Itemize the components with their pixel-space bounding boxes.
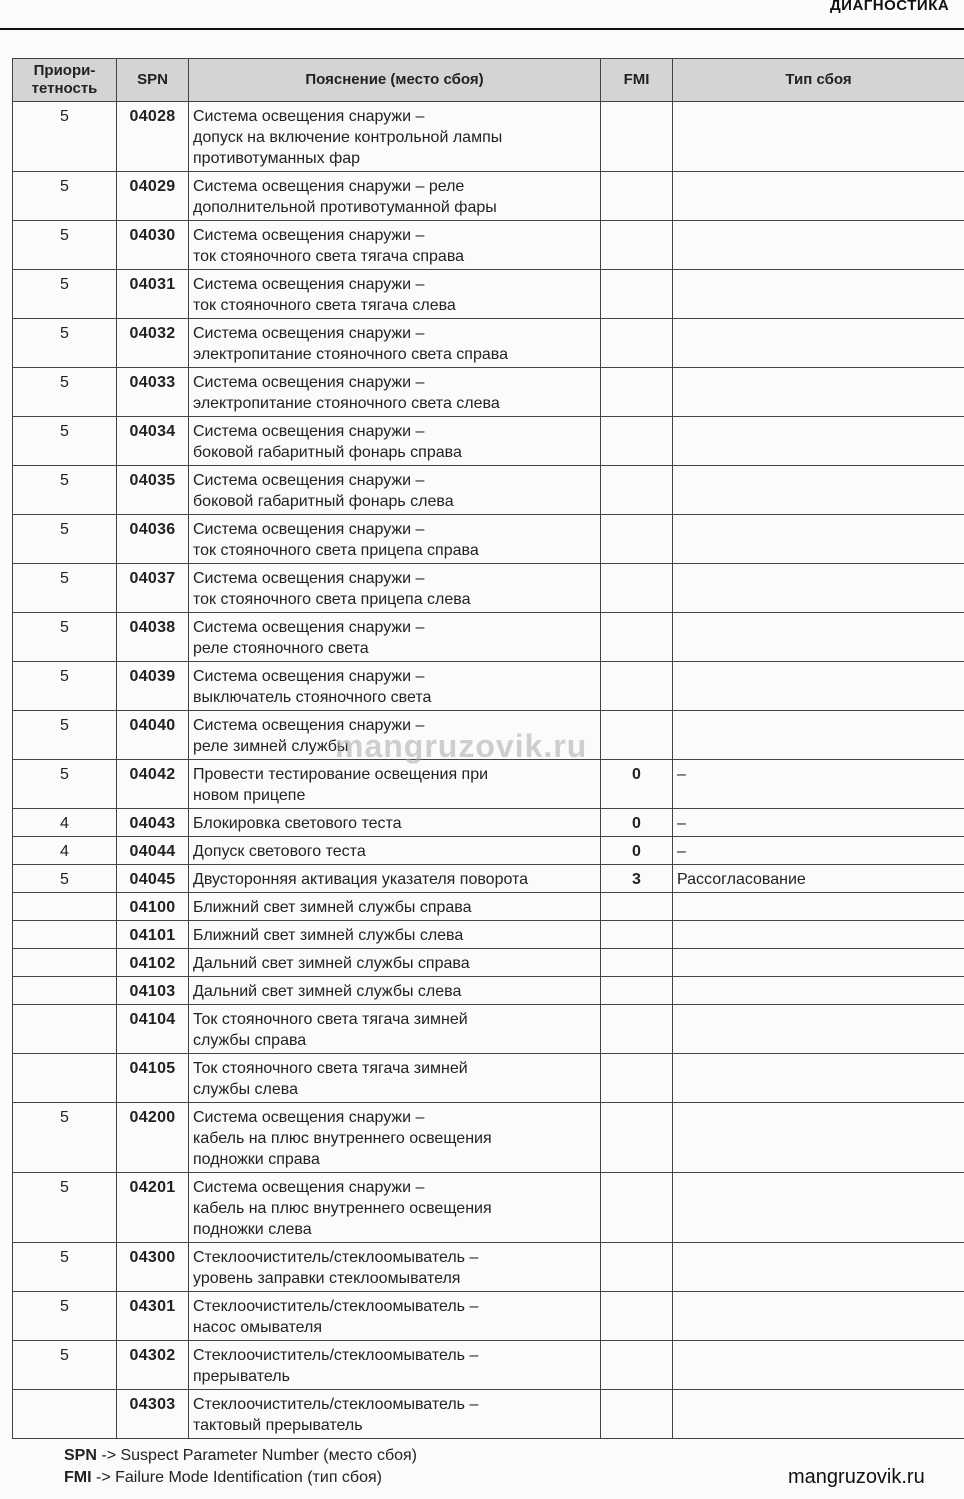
- priority-cell: 5: [13, 1173, 117, 1243]
- fmi-cell: [601, 977, 673, 1005]
- fault-type-cell: [673, 270, 964, 319]
- fmi-cell: [601, 1390, 673, 1439]
- spn-cell: 04038: [117, 613, 189, 662]
- table-row: [13, 515, 964, 564]
- fmi-cell: [601, 221, 673, 270]
- spn-cell: 04105: [117, 1054, 189, 1103]
- spn-cell: 04045: [117, 865, 189, 893]
- section-title: ДИАГНОСТИКА: [830, 0, 950, 14]
- fmi-cell: [601, 1341, 673, 1390]
- priority-cell: 4: [13, 837, 117, 865]
- spn-cell: 04030: [117, 221, 189, 270]
- description-cell: Система освещения снаружи – боковой габаритный фонарь справа: [189, 417, 601, 466]
- table-row: [13, 865, 964, 893]
- priority-cell: 5: [13, 319, 117, 368]
- fmi-cell: [601, 270, 673, 319]
- footnote-fmi-abbr: FMI: [64, 1469, 92, 1486]
- spn-cell: 04037: [117, 564, 189, 613]
- fmi-cell: [601, 662, 673, 711]
- table-row: [13, 1292, 964, 1341]
- table-row: [13, 102, 964, 172]
- fault-type-cell: [673, 319, 964, 368]
- description-cell: Система освещения снаружи – реле зимней службы: [189, 711, 601, 760]
- fmi-cell: [601, 417, 673, 466]
- table-row: [13, 368, 964, 417]
- priority-cell: [13, 1005, 117, 1054]
- table-row: [13, 466, 964, 515]
- priority-cell: [13, 921, 117, 949]
- spn-cell: 04034: [117, 417, 189, 466]
- table-row: [13, 1005, 964, 1054]
- table-row: [13, 613, 964, 662]
- spn-cell: 04100: [117, 893, 189, 921]
- fmi-cell: 0: [601, 760, 673, 809]
- header-fault-type: Тип сбоя: [673, 59, 964, 102]
- fmi-cell: [601, 613, 673, 662]
- fault-type-cell: [673, 417, 964, 466]
- table-row: [13, 270, 964, 319]
- spn-cell: 04200: [117, 1103, 189, 1173]
- fmi-cell: [601, 319, 673, 368]
- description-cell: Ток стояночного света тягача зимней службы слева: [189, 1054, 601, 1103]
- description-cell: Стеклоочиститель/стеклоомыватель – тактовый прерыватель: [189, 1390, 601, 1439]
- table-row: [13, 564, 964, 613]
- fmi-cell: [601, 1292, 673, 1341]
- table-row: [13, 921, 964, 949]
- fault-type-cell: [673, 172, 964, 221]
- table-row: [13, 977, 964, 1005]
- table-row: [13, 1103, 964, 1173]
- spn-cell: 04036: [117, 515, 189, 564]
- spn-cell: 04044: [117, 837, 189, 865]
- priority-cell: 5: [13, 417, 117, 466]
- description-cell: Система освещения снаружи – кабель на плюс внутреннего освещения подножки слева: [189, 1173, 601, 1243]
- spn-cell: 04029: [117, 172, 189, 221]
- fault-type-cell: [673, 662, 964, 711]
- description-cell: Система освещения снаружи – ток стояночного света тягача слева: [189, 270, 601, 319]
- spn-cell: 04102: [117, 949, 189, 977]
- table-row: [13, 662, 964, 711]
- priority-cell: 5: [13, 564, 117, 613]
- description-cell: Система освещения снаружи – допуск на включение контрольной лампы противотуманных фар: [189, 102, 601, 172]
- description-cell: Ток стояночного света тягача зимней службы справа: [189, 1005, 601, 1054]
- fmi-cell: [601, 893, 673, 921]
- fault-type-cell: [673, 221, 964, 270]
- fmi-cell: [601, 1005, 673, 1054]
- fault-type-cell: [673, 613, 964, 662]
- table-row: [13, 809, 964, 837]
- description-cell: Допуск светового теста: [189, 837, 601, 865]
- fault-type-cell: [673, 1341, 964, 1390]
- description-cell: Стеклоочиститель/стеклоомыватель – прерыватель: [189, 1341, 601, 1390]
- site-label: mangruzovik.ru: [788, 1466, 925, 1488]
- fmi-cell: [601, 1054, 673, 1103]
- spn-cell: 04301: [117, 1292, 189, 1341]
- description-cell: Блокировка светового теста: [189, 809, 601, 837]
- spn-cell: 04035: [117, 466, 189, 515]
- page-header: [0, 0, 964, 30]
- priority-cell: 5: [13, 515, 117, 564]
- fault-type-cell: [673, 1173, 964, 1243]
- priority-cell: 5: [13, 368, 117, 417]
- footnote-fmi-definition: Failure Mode Identification (тип сбоя): [115, 1469, 382, 1486]
- table-row: [13, 172, 964, 221]
- description-cell: Система освещения снаружи – ток стояночного света прицепа справа: [189, 515, 601, 564]
- fault-type-cell: [673, 949, 964, 977]
- spn-cell: 04040: [117, 711, 189, 760]
- spn-cell: 04033: [117, 368, 189, 417]
- fault-type-cell: [673, 102, 964, 172]
- fmi-cell: 0: [601, 837, 673, 865]
- priority-cell: 5: [13, 102, 117, 172]
- fault-type-cell: [673, 977, 964, 1005]
- priority-cell: [13, 949, 117, 977]
- description-cell: Система освещения снаружи – реле стояночного света: [189, 613, 601, 662]
- header-fmi: FMI: [601, 59, 673, 102]
- spn-cell: 04300: [117, 1243, 189, 1292]
- description-cell: Дальний свет зимней службы слева: [189, 977, 601, 1005]
- description-cell: Система освещения снаружи – ток стояночного света прицепа слева: [189, 564, 601, 613]
- table-row: [13, 1341, 964, 1390]
- header-description: Пояснение (место сбоя): [189, 59, 601, 102]
- footnote-fmi: [64, 1467, 417, 1489]
- description-cell: Двусторонняя активация указателя поворота: [189, 865, 601, 893]
- footnote-spn-arrow: ->: [101, 1447, 117, 1464]
- priority-cell: [13, 1054, 117, 1103]
- spn-cell: 04104: [117, 1005, 189, 1054]
- fault-type-cell: Рассогласование: [673, 865, 964, 893]
- fmi-cell: [601, 102, 673, 172]
- header-priority: Приори-тетность: [13, 59, 117, 102]
- priority-cell: 5: [13, 1243, 117, 1292]
- priority-cell: [13, 977, 117, 1005]
- description-cell: Система освещения снаружи – боковой габаритный фонарь слева: [189, 466, 601, 515]
- priority-cell: 5: [13, 865, 117, 893]
- priority-cell: 5: [13, 466, 117, 515]
- priority-cell: 5: [13, 172, 117, 221]
- fault-type-cell: [673, 1390, 964, 1439]
- fmi-cell: [601, 949, 673, 977]
- priority-cell: [13, 893, 117, 921]
- spn-cell: 04039: [117, 662, 189, 711]
- fmi-cell: 3: [601, 865, 673, 893]
- fault-type-cell: [673, 368, 964, 417]
- fmi-cell: [601, 1243, 673, 1292]
- fmi-cell: [601, 172, 673, 221]
- footnote-fmi-arrow: ->: [96, 1469, 111, 1486]
- fault-type-cell: [673, 1103, 964, 1173]
- table-row: [13, 893, 964, 921]
- fault-type-cell: [673, 921, 964, 949]
- priority-cell: 5: [13, 1103, 117, 1173]
- description-cell: Система освещения снаружи – электропитание стояночного света справа: [189, 319, 601, 368]
- priority-cell: 5: [13, 1292, 117, 1341]
- spn-cell: 04201: [117, 1173, 189, 1243]
- table-row: [13, 711, 964, 760]
- description-cell: Система освещения снаружи – электропитание стояночного света слева: [189, 368, 601, 417]
- description-cell: Стеклоочиститель/стеклоомыватель – уровень заправки стеклоомывателя: [189, 1243, 601, 1292]
- fmi-cell: [601, 466, 673, 515]
- spn-cell: 04031: [117, 270, 189, 319]
- fault-type-cell: –: [673, 809, 964, 837]
- fault-type-cell: [673, 1292, 964, 1341]
- fault-type-cell: [673, 711, 964, 760]
- description-cell: Дальний свет зимней службы справа: [189, 949, 601, 977]
- footnote-spn-abbr: SPN: [64, 1447, 97, 1464]
- table-row: [13, 1054, 964, 1103]
- fault-type-cell: [673, 893, 964, 921]
- description-cell: Стеклоочиститель/стеклоомыватель – насос омывателя: [189, 1292, 601, 1341]
- table-row: [13, 949, 964, 977]
- priority-cell: 5: [13, 221, 117, 270]
- priority-cell: [13, 1390, 117, 1439]
- fault-type-cell: [673, 515, 964, 564]
- fault-type-cell: [673, 564, 964, 613]
- description-cell: Система освещения снаружи – кабель на плюс внутреннего освещения подножки справа: [189, 1103, 601, 1173]
- fault-type-cell: [673, 1054, 964, 1103]
- spn-cell: 04032: [117, 319, 189, 368]
- table-row: [13, 837, 964, 865]
- spn-cell: 04302: [117, 1341, 189, 1390]
- description-cell: Провести тестирование освещения при новом прицепе: [189, 760, 601, 809]
- priority-cell: 5: [13, 1341, 117, 1390]
- fault-type-cell: [673, 1243, 964, 1292]
- description-cell: Система освещения снаружи – выключатель стояночного света: [189, 662, 601, 711]
- fault-type-cell: –: [673, 837, 964, 865]
- table-row: [13, 1390, 964, 1439]
- footnote-spn-definition: Suspect Parameter Number (место сбоя): [120, 1447, 418, 1464]
- footnote: [64, 1445, 417, 1489]
- table-row: [13, 1173, 964, 1243]
- fmi-cell: 0: [601, 809, 673, 837]
- table-row: [13, 1243, 964, 1292]
- description-cell: Ближний свет зимней службы слева: [189, 921, 601, 949]
- priority-cell: 4: [13, 809, 117, 837]
- priority-cell: 5: [13, 711, 117, 760]
- spn-cell: 04101: [117, 921, 189, 949]
- description-cell: Ближний свет зимней службы справа: [189, 893, 601, 921]
- priority-cell: 5: [13, 270, 117, 319]
- spn-cell: 04028: [117, 102, 189, 172]
- description-cell: Система освещения снаружи – ток стояночного света тягача справа: [189, 221, 601, 270]
- fault-type-cell: –: [673, 760, 964, 809]
- fmi-cell: [601, 921, 673, 949]
- footnote-spn: [64, 1445, 417, 1467]
- spn-cell: 04103: [117, 977, 189, 1005]
- description-cell: Система освещения снаружи – реле дополнительной противотуманной фары: [189, 172, 601, 221]
- fault-type-cell: [673, 466, 964, 515]
- header-spn: SPN: [117, 59, 189, 102]
- fmi-cell: [601, 711, 673, 760]
- table-row: [13, 221, 964, 270]
- table-row: [13, 319, 964, 368]
- fmi-cell: [601, 1103, 673, 1173]
- fmi-cell: [601, 1173, 673, 1243]
- priority-cell: 5: [13, 760, 117, 809]
- watermark: mangruzovik.ru: [335, 728, 588, 764]
- priority-cell: 5: [13, 662, 117, 711]
- diagnostics-table: [12, 58, 964, 1439]
- table-row: [13, 760, 964, 809]
- spn-cell: 04042: [117, 760, 189, 809]
- fmi-cell: [601, 564, 673, 613]
- fmi-cell: [601, 515, 673, 564]
- table-header-row: [13, 59, 964, 102]
- spn-cell: 04043: [117, 809, 189, 837]
- fault-type-cell: [673, 1005, 964, 1054]
- fmi-cell: [601, 368, 673, 417]
- table-row: [13, 417, 964, 466]
- table-body: [13, 102, 964, 1439]
- spn-cell: 04303: [117, 1390, 189, 1439]
- priority-cell: 5: [13, 613, 117, 662]
